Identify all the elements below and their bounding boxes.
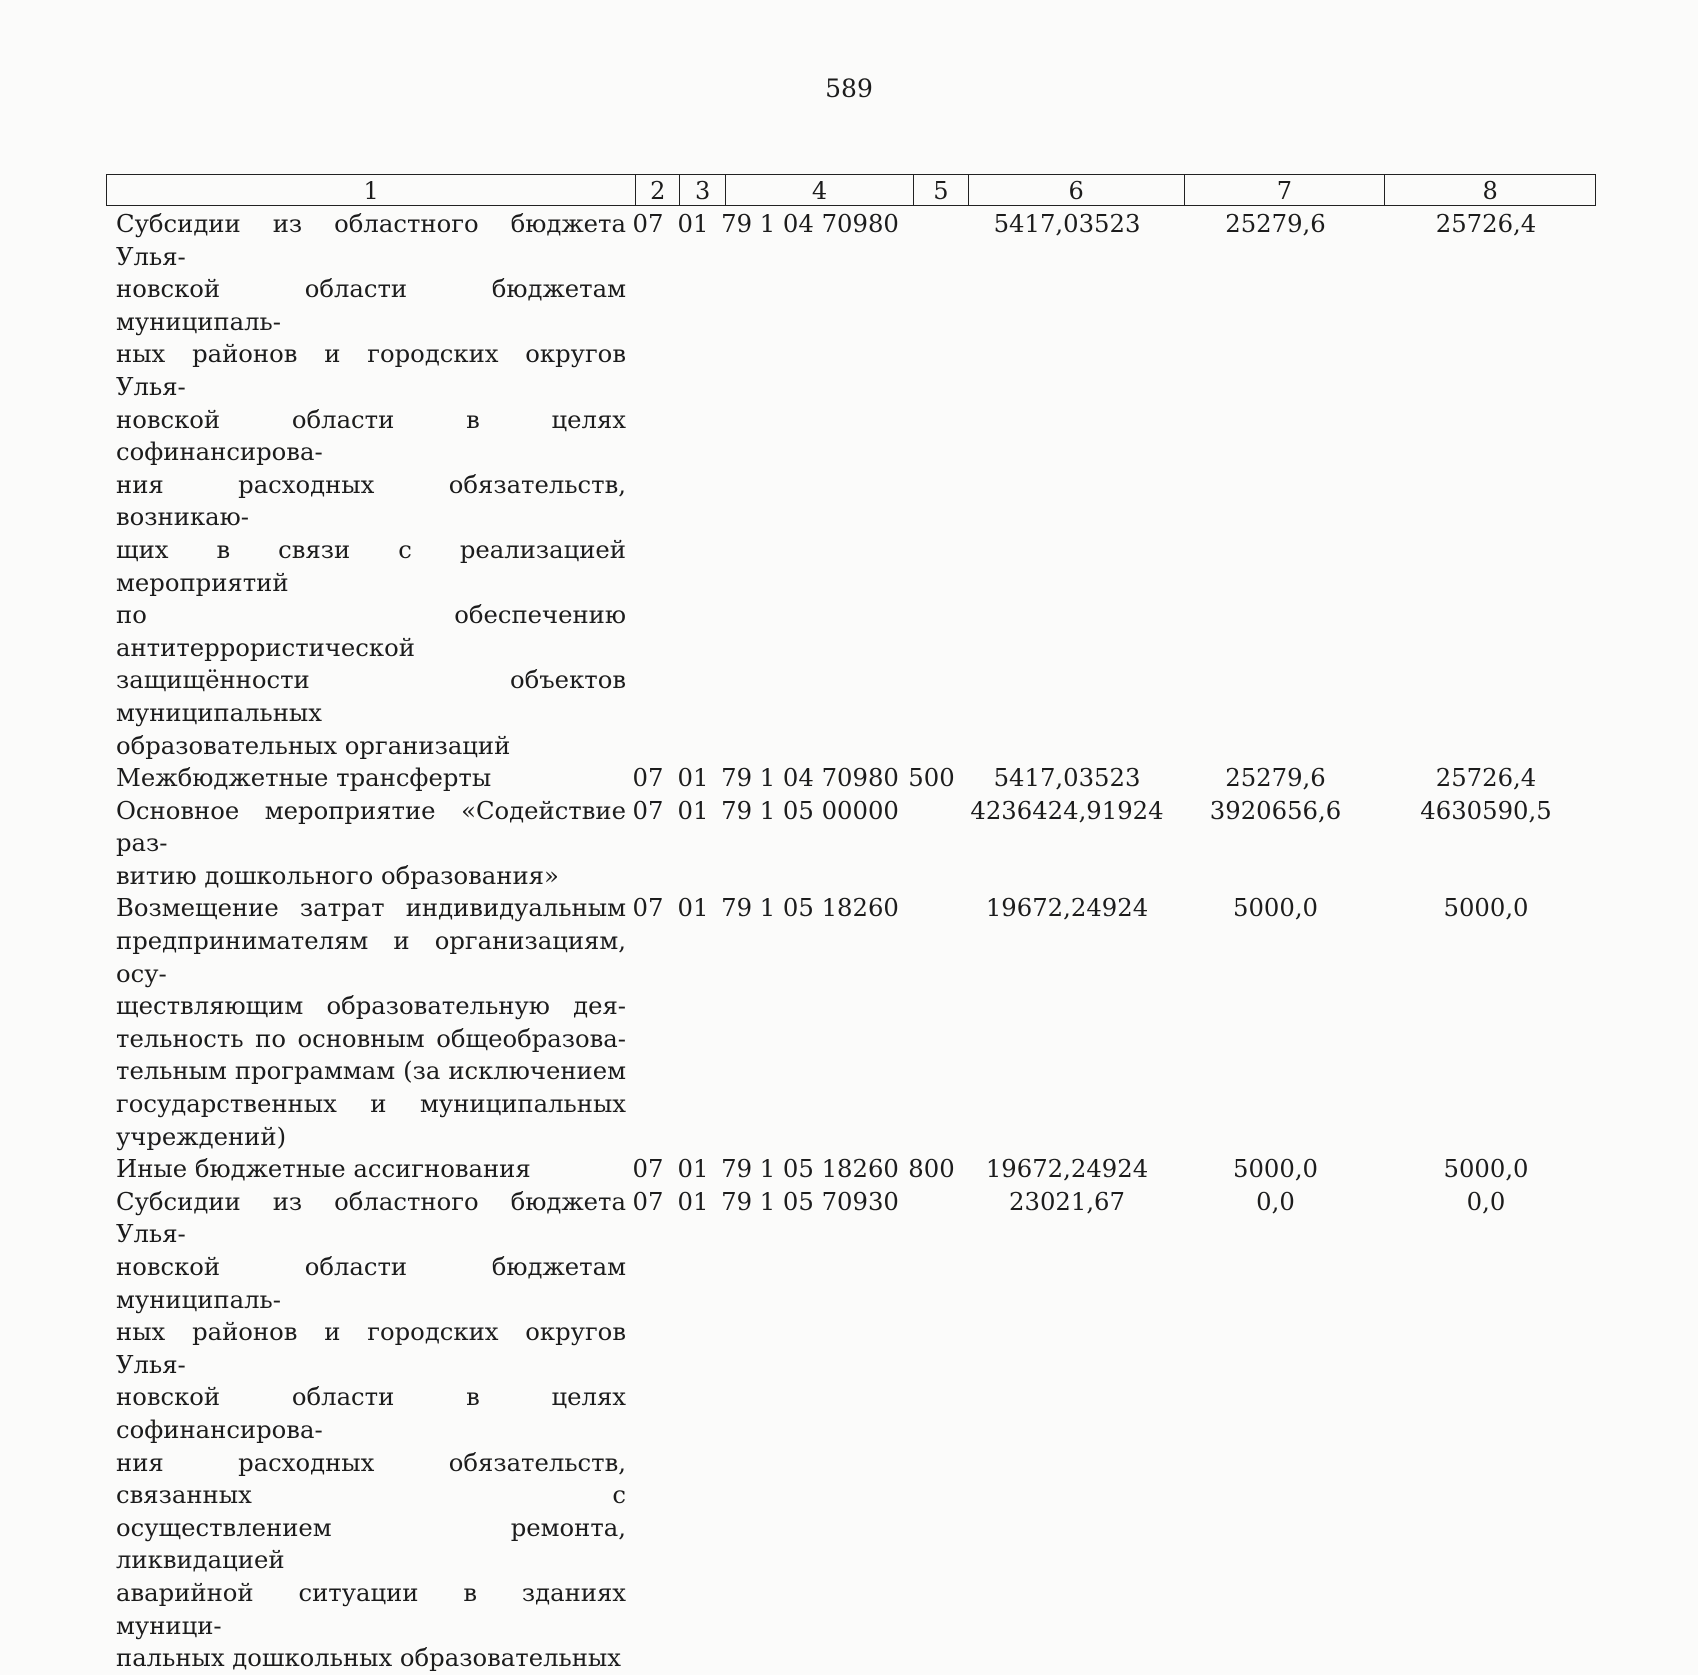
- section-code: 07: [632, 1154, 664, 1184]
- table-row: [106, 795, 1596, 893]
- subsection-code: 01: [677, 763, 709, 793]
- amount-col-6: 19672,24924: [985, 893, 1149, 923]
- description-line: Субсидии из областного бюджета Улья-: [116, 1186, 626, 1249]
- section-code: 07: [632, 209, 664, 238]
- description-line: новской области бюджетам муниципаль-: [116, 1252, 626, 1314]
- target-article-code: 79 1 04 70980: [721, 763, 899, 793]
- description-line: образовательных организаций: [116, 730, 511, 760]
- header-col-5: 5: [914, 175, 969, 205]
- table-row: [106, 762, 1596, 795]
- subsection-code: 01: [677, 893, 709, 923]
- description-line: осуществлением ремонта, ликвидацией: [116, 1512, 626, 1575]
- amount-col-6: 19672,24924: [985, 1154, 1149, 1184]
- header-col-4: 4: [726, 175, 914, 205]
- amount-col-7: 5000,0: [1232, 893, 1318, 923]
- amount-col-8: 0,0: [1466, 1186, 1506, 1216]
- description-text: [106, 795, 626, 893]
- description-line: новской области бюджетам муниципаль-: [116, 274, 626, 336]
- description-line: учреждений): [116, 1121, 287, 1151]
- subsection-code: 01: [677, 209, 709, 238]
- row-description: [106, 1186, 626, 1675]
- target-article-code: 79 1 04 70980: [721, 209, 899, 238]
- target-article-code: 79 1 05 70930: [721, 1186, 899, 1216]
- description-line: Основное мероприятие «Содействие раз-: [116, 795, 626, 858]
- row-description: [106, 208, 626, 762]
- description-text: [106, 892, 626, 1153]
- description-line: ществляющим образовательную дея-: [116, 991, 626, 1021]
- target-article-code: 79 1 05 00000: [721, 795, 899, 825]
- header-col-3: 3: [680, 175, 726, 205]
- table-row: [106, 892, 1596, 1153]
- amount-col-8: 4630590,5: [1420, 795, 1552, 825]
- description-line: тельность по основным общеобразова-: [116, 1023, 626, 1053]
- description-line: государственных и муниципальных: [116, 1089, 626, 1119]
- amount-col-7: 5000,0: [1232, 1154, 1318, 1184]
- row-description: [106, 795, 626, 893]
- header-col-1: 1: [107, 175, 636, 205]
- section-code: 07: [632, 763, 664, 793]
- description-line: предпринимателям и организациям, осу-: [116, 926, 626, 988]
- table-row: [106, 1186, 1596, 1675]
- subsection-code: 01: [677, 1186, 709, 1216]
- description-line: тельным программам (за исключением: [116, 1056, 626, 1086]
- amount-col-6: 4236424,91924: [970, 795, 1164, 825]
- expense-type-code: 500: [908, 763, 955, 793]
- section-code: 07: [632, 893, 664, 923]
- description-line: пальных дошкольных образовательных: [116, 1643, 621, 1673]
- header-col-8: 8: [1482, 177, 1498, 205]
- description-text: [106, 1186, 626, 1675]
- description-line: ния расходных обязательств, возникаю-: [116, 469, 626, 532]
- amount-col-7: 25279,6: [1225, 209, 1326, 238]
- amount-col-6: 23021,67: [1009, 1186, 1125, 1216]
- description-line: защищённости объектов муниципальных: [116, 665, 626, 727]
- description-line: новской области в целях софинансирова-: [116, 1382, 626, 1444]
- subsection-code: 01: [677, 795, 709, 825]
- amount-col-8: 25726,4: [1435, 763, 1537, 793]
- description-line: Возмещение затрат индивидуальным: [116, 893, 626, 923]
- amount-col-8: 5000,0: [1443, 893, 1529, 923]
- description-line: ных районов и городских округов Улья-: [116, 1317, 626, 1379]
- description-text: [106, 762, 626, 795]
- expense-type-code: 800: [908, 1154, 955, 1184]
- description-line: щих в связи с реализацией мероприятий: [116, 534, 626, 597]
- target-article-code: 79 1 05 18260: [721, 1154, 899, 1184]
- budget-table: [106, 174, 1596, 1675]
- section-code: 07: [632, 1186, 664, 1216]
- header-col-7: 7: [1185, 175, 1386, 205]
- description-text: [106, 1153, 626, 1186]
- amount-col-7: 0,0: [1256, 1186, 1295, 1216]
- amount-col-6: 5417,03523: [993, 763, 1141, 793]
- table-row: [106, 208, 1596, 762]
- description-text: [106, 208, 626, 762]
- row-description: [106, 892, 626, 1153]
- description-line: по обеспечению антитеррористической: [116, 600, 626, 662]
- subsection-code: 01: [677, 1154, 709, 1184]
- amount-col-8: 25726,4: [1435, 209, 1537, 238]
- table-body: [106, 208, 1596, 1675]
- section-code: 07: [632, 795, 664, 825]
- row-description: [106, 1153, 626, 1186]
- amount-col-7: 25279,6: [1225, 763, 1326, 793]
- amount-col-7: 3920656,6: [1209, 795, 1342, 825]
- amount-col-6: 5417,03523: [993, 209, 1141, 238]
- row-description: [106, 762, 626, 795]
- page-number: 589: [825, 74, 873, 103]
- description-line: Субсидии из областного бюджета Улья-: [116, 209, 626, 271]
- description-line: ных районов и городских округов Улья-: [116, 339, 626, 401]
- description-line: аварийной ситуации в зданиях муници-: [116, 1577, 626, 1640]
- description-line: ния расходных обязательств, связанных с: [116, 1447, 626, 1510]
- amount-col-8: 5000,0: [1443, 1154, 1529, 1184]
- header-col-6: 6: [969, 175, 1185, 205]
- description-line: Иные бюджетные ассигнования: [116, 1154, 531, 1184]
- description-line: витию дошкольного образования»: [116, 860, 559, 890]
- description-line: новской области в целях софинансирова-: [116, 404, 626, 467]
- table-row: [106, 1153, 1596, 1186]
- description-line: Межбюджетные трансферты: [116, 763, 492, 793]
- target-article-code: 79 1 05 18260: [721, 893, 899, 923]
- header-col-2: 2: [636, 175, 680, 205]
- table-header: [106, 174, 1596, 206]
